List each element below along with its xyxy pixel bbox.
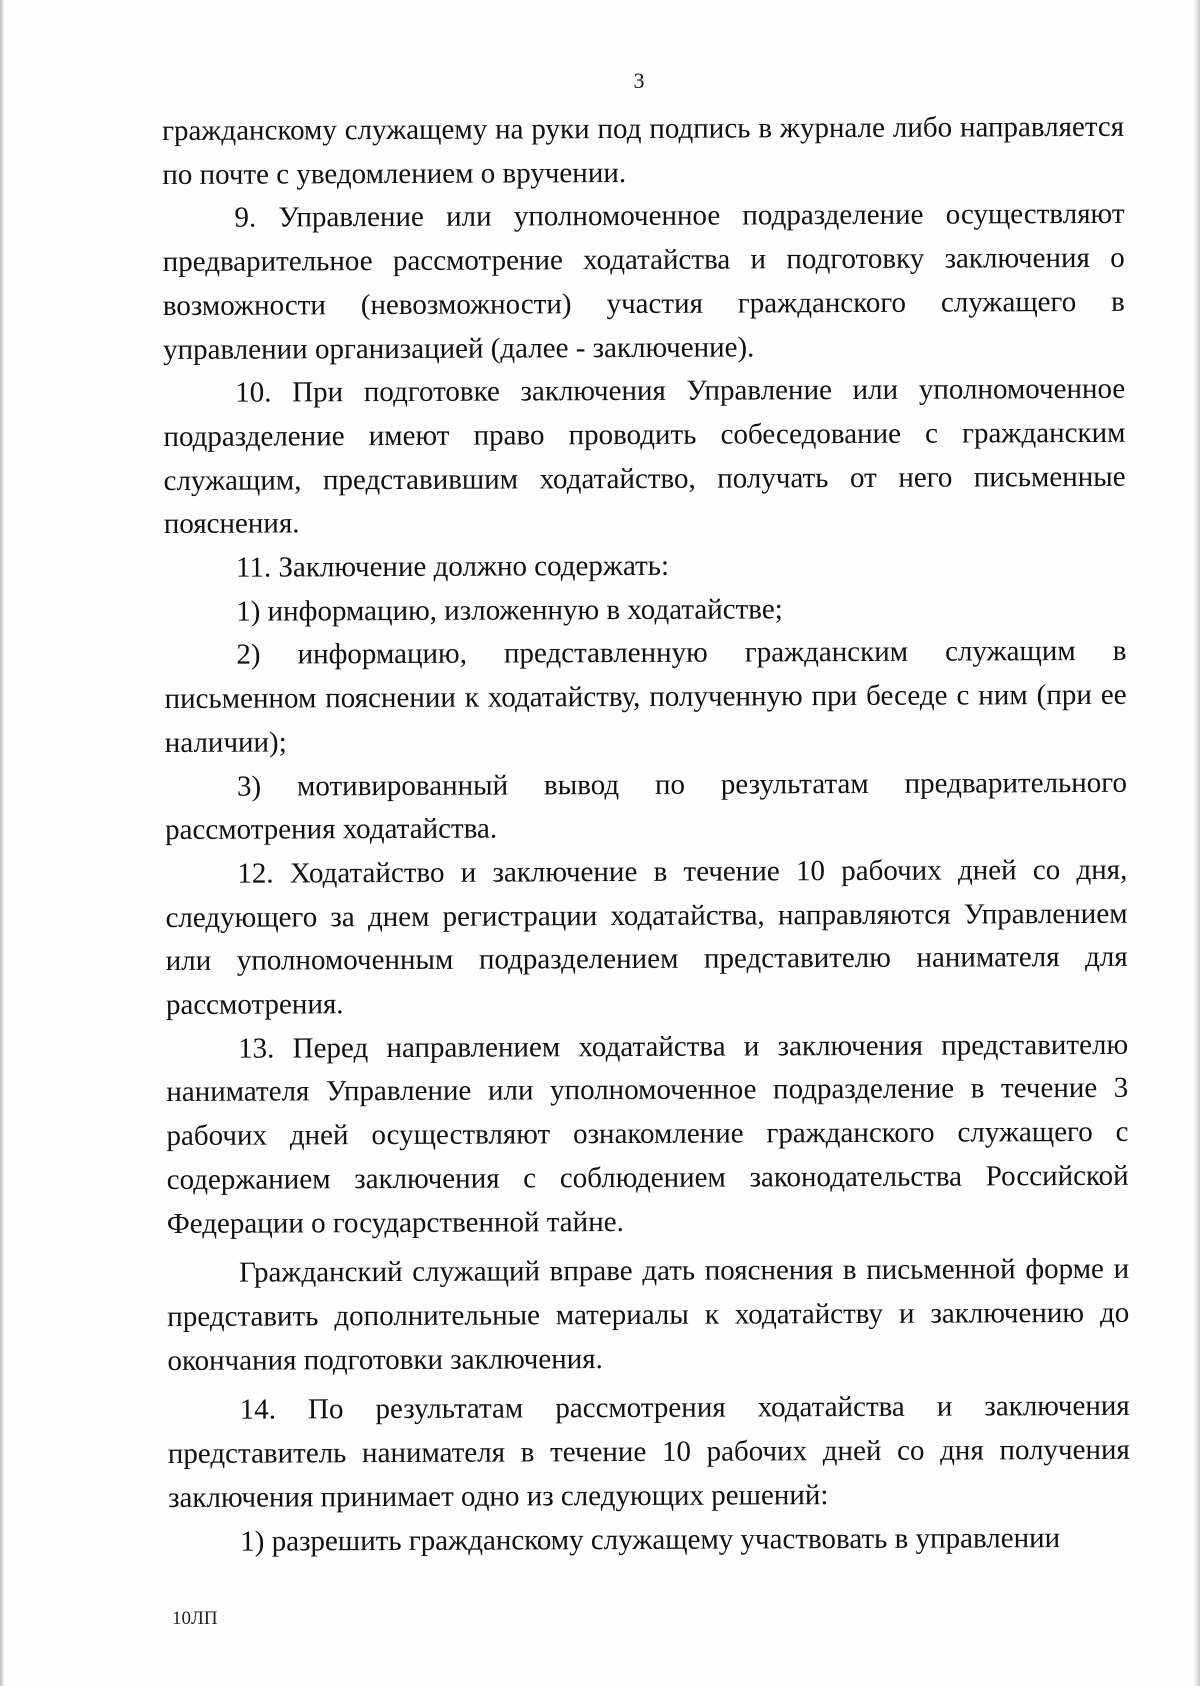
paragraph-item-11-1: 1) информацию, изложенную в ходатайстве; bbox=[236, 593, 783, 628]
document-body bbox=[162, 106, 1130, 1564]
paragraph-item-13-note: Гражданский служащий вправе дать пояснения в письменной форме и представить дополнительные материалы к ходатайству и заключению до окончания подготовки заключения. bbox=[167, 1253, 1130, 1377]
scan-edge-left bbox=[0, 0, 5, 1686]
paragraph-item-11: 11. Заключение должно содержать: bbox=[235, 549, 670, 584]
paragraph-item-14-1: 1) разрешить гражданскому служащему участвовать в управлении bbox=[240, 1521, 1061, 1558]
footer-code: 10ЛП bbox=[172, 1608, 218, 1629]
paragraph-item-12: 12. Ходатайство и заключение в течение 10 рабочих дней со дня, следующего за днем регистрации ходатайства, направляются Управлением или уполномоченным подразделением представителю нанимателя для рассмотрения. bbox=[165, 853, 1128, 1022]
paragraph-continuation: гражданскому служащему на руки под подпись в журнале либо направляется по почте с уведомлением о вручении. bbox=[162, 110, 1125, 191]
scan-edge-right bbox=[1193, 0, 1200, 1686]
paragraph-item-10: 10. При подготовке заключения Управление или уполномоченное подразделение имеют право проводить собеседование с гражданским служащим, представившим ходатайство, получать от него письменные пояснения. bbox=[163, 373, 1126, 541]
paragraph-item-13: 13. Перед направлением ходатайства и заключения представителю нанимателя Управление или уполномоченное подразделение в течение 3 рабочих дней осуществляют ознакомление гражданского служащего с содержанием заключения с соблюдением законодательства Российской Федерации о государственной тайне. bbox=[166, 1028, 1129, 1240]
paragraph-item-14: 14. По результатам рассмотрения ходатайства и заключения представитель нанимателя в течение 10 рабочих дней со дня получения заключения принимает одно из следующих решений: bbox=[167, 1390, 1130, 1514]
paragraph-item-11-2: 2) информацию, представленную гражданским служащим в письменном пояснении к ходатайству, полученную при беседе с ним (при ее наличии); bbox=[164, 635, 1127, 759]
paragraph-item-9: 9. Управление или уполномоченное подразделение осуществляют предварительное рассмотрение ходатайства и подготовку заключения о возможности (невозможности) участия гражданского служащего в управлении организацией (далее - заключение). bbox=[162, 198, 1125, 366]
paragraph-item-11-3: 3) мотивированный вывод по результатам предварительного рассмотрения ходатайства. bbox=[165, 766, 1128, 847]
page-number: 3 bbox=[633, 68, 645, 93]
